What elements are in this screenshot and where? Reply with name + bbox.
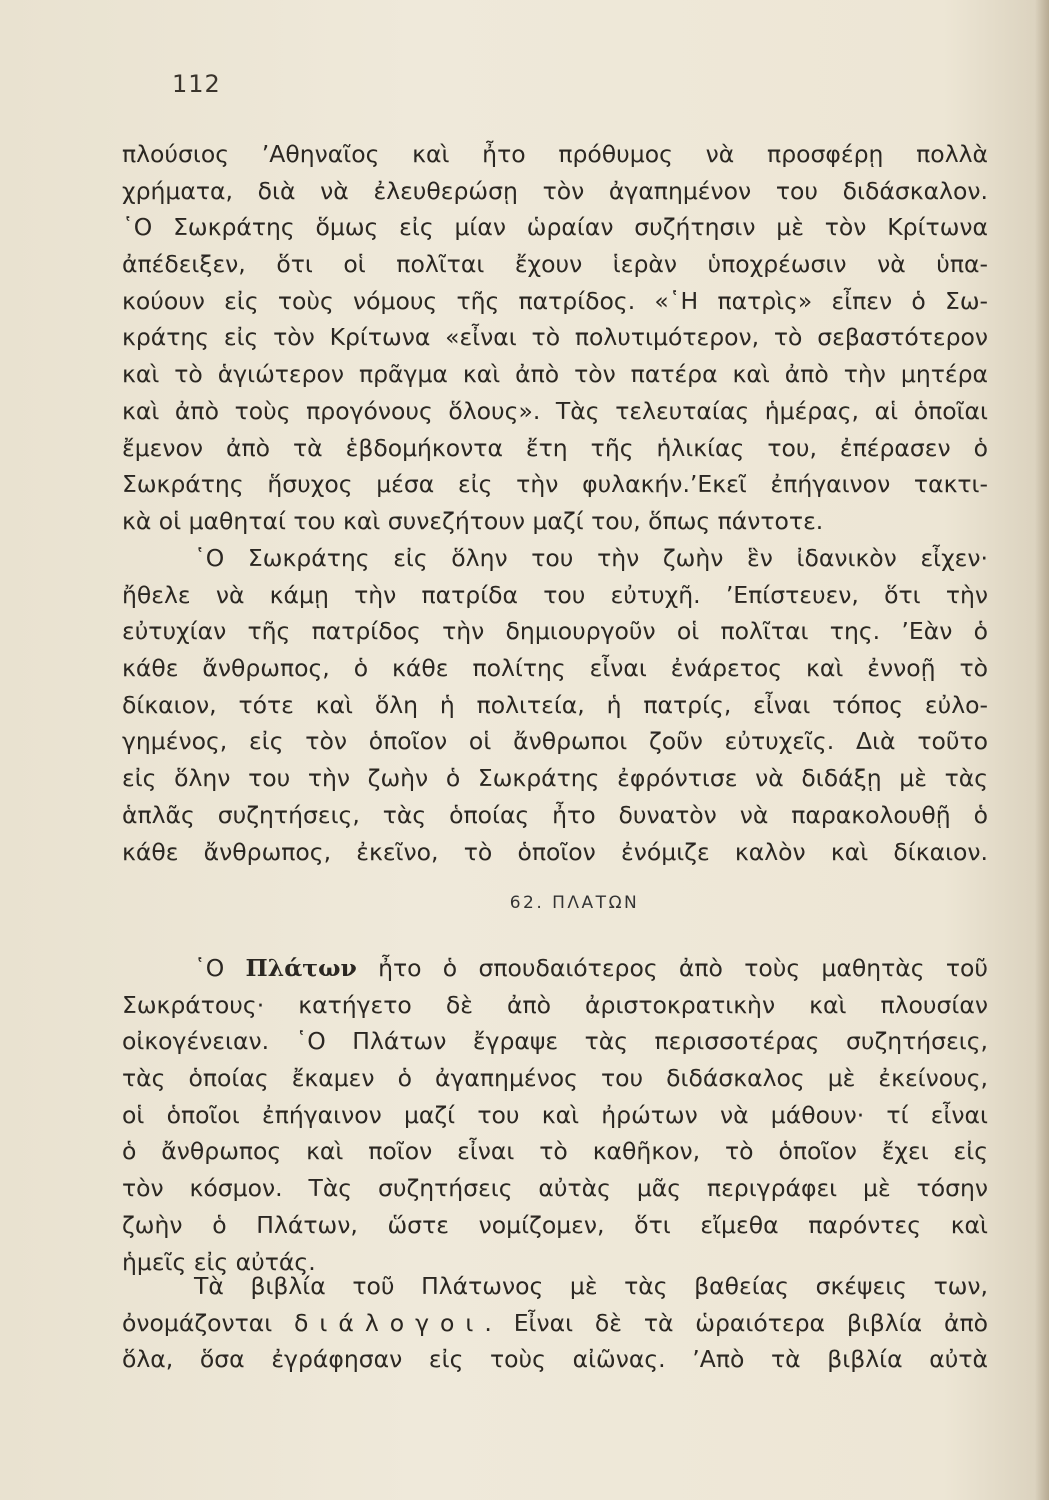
page-edge-shadow: [1035, 0, 1049, 1500]
text-line: ὅλα, ὅσα ἐγράφησαν εἰς τοὺς αἰῶνας. ’Απὸ τὰ βιβλία αὐτὰ: [122, 1345, 988, 1374]
paragraph-4: [122, 1268, 988, 1378]
text-line: τὰς ὁποίας ἔκαμεν ὁ ἀγαπημένος του διδάσκαλος μὲ ἐκείνους,: [122, 1064, 988, 1093]
text-line: Τὰ βιβλία τοῦ Πλάτωνος μὲ τὰς βαθείας σκέψεις των,: [194, 1272, 988, 1300]
text-line: καὶ ἀπὸ τοὺς προγόνους ὅλους». Τὰς τελευταίας ἡμέρας, αἱ ὁποῖαι: [122, 396, 988, 425]
text-line: κάθε ἄνθρωπος, ὁ κάθε πολίτης εἶναι ἐνάρετος καὶ ἐννοῇ τὸ: [122, 654, 988, 683]
text-line: χρήματα, διὰ νὰ ἐλευθερώσῃ τὸν ἀγαπημένον του διδάσκαλον.: [122, 176, 988, 205]
text-line: Σωκράτης ἥσυχος μέσα εἰς τὴν φυλακήν.’Εκεῖ ἐπήγαινον τακτι-: [122, 470, 988, 499]
text-line: [122, 1305, 988, 1342]
text-line: ἁπλᾶς συζητήσεις, τὰς ὁποίας ἦτο δυνατὸν νὰ παρακολουθῇ ὁ: [122, 800, 988, 829]
text-line: [122, 950, 988, 987]
text-line: ἔμενον ἀπὸ τὰ ἑβδομήκοντα ἔτη τῆς ἡλικίας του, ἐπέρασεν ὁ: [122, 433, 988, 462]
text-line: ἡμεῖς εἰς αὐτάς.: [122, 1247, 316, 1276]
text-line: ἤθελε νὰ κάμῃ τὴν πατρίδα του εὐτυχῆ. ’Επίστευεν, ὅτι τὴν: [122, 580, 988, 609]
text-line: εἰς ὅλην του τὴν ζωὴν ὁ Σωκράτης ἐφρόντισε νὰ διδάξῃ μὲ τὰς: [122, 764, 988, 793]
text-line: ζωὴν ὁ Πλάτων, ὥστε νομίζομεν, ὅτι εἴμεθα παρόντες καὶ: [122, 1210, 988, 1239]
text-fragment: ὀνομάζονται: [122, 1308, 273, 1337]
text-fragment: ἦτο ὁ σπουδαιότερος ἀπὸ τοὺς μαθητὰς τοῦ: [378, 954, 988, 982]
text-line: οἱ ὁποῖοι ἐπήγαινον μαζί του καὶ ἠρώτων νὰ μάθουν· τί εἶναι: [122, 1100, 988, 1129]
text-line: πλούσιος ’Αθηναῖος καὶ ἦτο πρόθυμος νὰ προσφέρῃ πολλὰ: [122, 140, 988, 168]
text-line: κὰ οἱ μαθηταί του καὶ συνεζήτουν μαζί του, ὅπως πάντοτε.: [122, 506, 824, 535]
text-line: κούουν εἰς τοὺς νόμους τῆς πατρίδος. «῾Η πατρὶς» εἶπεν ὁ Σω-: [122, 286, 988, 315]
paragraph-2: [122, 540, 988, 870]
text-line: ῾Ο Σωκράτης εἰς ὅλην του τὴν ζωὴν ἓν ἰδανικὸν εἶχεν·: [194, 544, 988, 572]
spaced-word-dialogoi: διάλογοι: [294, 1308, 485, 1337]
page-number: 112: [172, 70, 221, 98]
text-line: ἀπέδειξεν, ὅτι οἱ πολῖται ἔχουν ἱερὰν ὑποχρέωσιν νὰ ὑπα-: [122, 250, 988, 279]
text-line: Σωκράτους· κατήγετο δὲ ἀπὸ ἀριστοκρατικὴν καὶ πλουσίαν: [122, 990, 988, 1019]
text-fragment: ῾Ο: [194, 954, 225, 982]
bold-name-platon: Πλάτων: [245, 954, 357, 982]
text-line: ῾Ο Σωκράτης ὅμως εἰς μίαν ὡραίαν συζήτησιν μὲ τὸν Κρίτωνα: [122, 213, 988, 242]
section-heading: 62. ΠΛΑΤΩΝ: [509, 893, 640, 913]
text-line: κράτης εἰς τὸν Κρίτωνα «εἶναι τὸ πολυτιμότερον, τὸ σεβαστότερον: [122, 323, 988, 352]
text-line: τὸν κόσμον. Τὰς συζητήσεις αὐτὰς μᾶς περιγράφει μὲ τόσην: [122, 1174, 988, 1203]
text-line: καὶ τὸ ἁγιώτερον πρᾶγμα καὶ ἀπὸ τὸν πατέρα καὶ ἀπὸ τὴν μητέρα: [122, 360, 988, 389]
text-line: εὐτυχίαν τῆς πατρίδος τὴν δημιουργοῦν οἱ πολῖται της. ’Εὰν ὁ: [122, 617, 988, 646]
paragraph-1: [122, 136, 988, 540]
text-line: γημένος, εἰς τὸν ὁποῖον οἱ ἄνθρωποι ζοῦν εὐτυχεῖς. Διὰ τοῦτο: [122, 727, 988, 756]
paragraph-3: [122, 950, 988, 1280]
text-line: ὁ ἄνθρωπος καὶ ποῖον εἶναι τὸ καθῆκον, τὸ ὁποῖον ἔχει εἰς: [122, 1137, 988, 1166]
text-line: δίκαιον, τότε καὶ ὅλη ἡ πολιτεία, ἡ πατρίς, εἶναι τόπος εὐλο-: [122, 690, 988, 719]
text-fragment: . Εἶναι δὲ τὰ ὡραιότερα βιβλία ἀπὸ: [484, 1308, 988, 1337]
text-line: κάθε ἄνθρωπος, ἐκεῖνο, τὸ ὁποῖον ἐνόμιζε καλὸν καὶ δίκαιον.: [122, 837, 988, 866]
text-line: οἰκογένειαν. ῾Ο Πλάτων ἔγραψε τὰς περισσοτέρας συζητήσεις,: [122, 1027, 988, 1056]
